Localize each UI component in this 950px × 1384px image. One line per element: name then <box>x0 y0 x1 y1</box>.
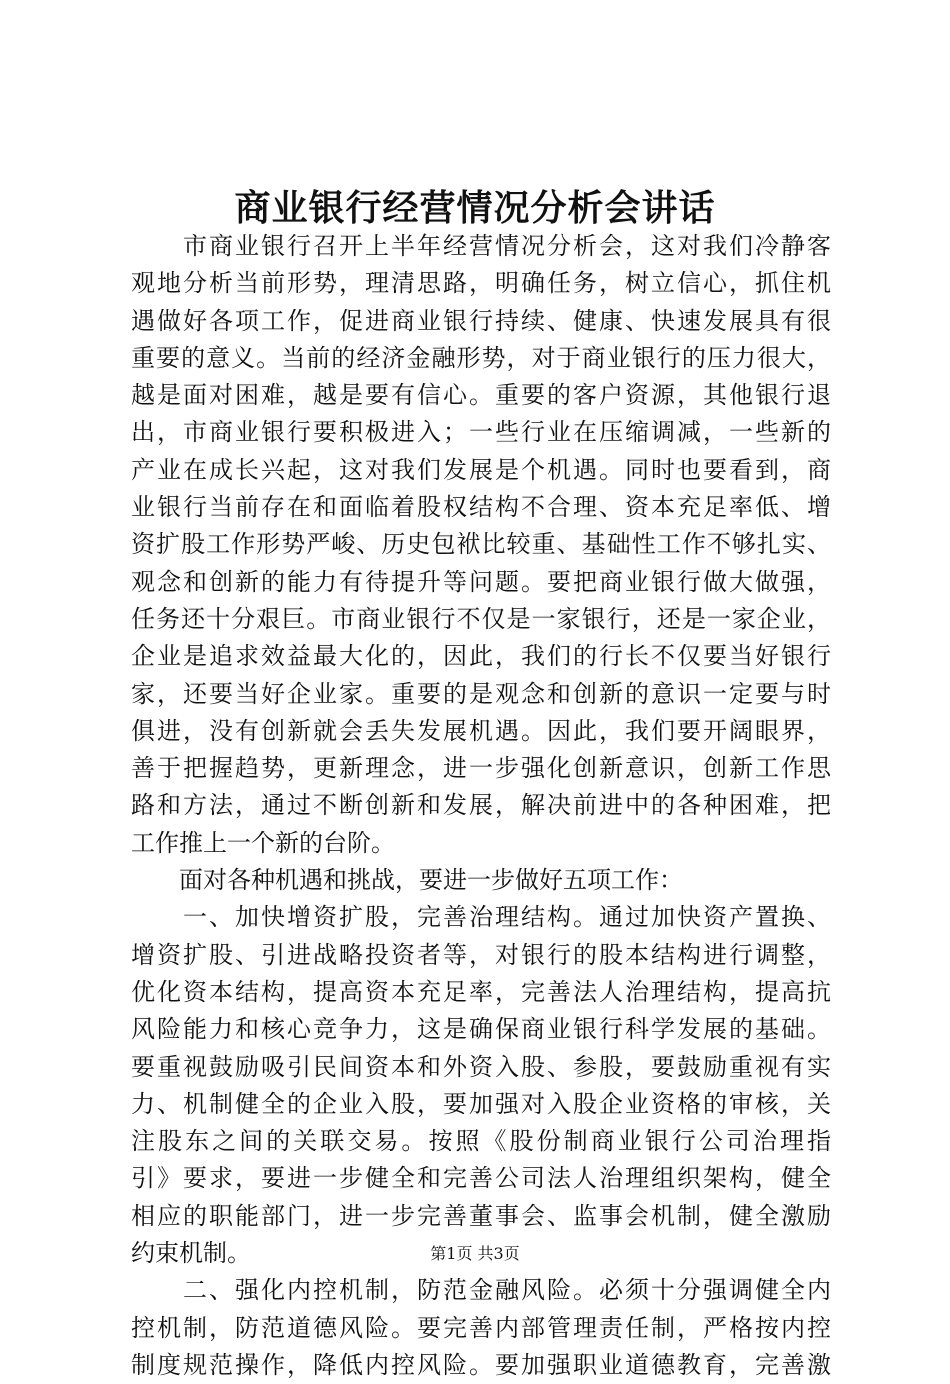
text-line: 二、强化内控机制，防范金融风险。必须十分强调健全内 <box>131 1276 831 1305</box>
text-line: 市商业银行召开上半年经营情况分析会，这对我们冷静客 <box>131 232 831 260</box>
text-line: 风险能力和核心竞争力，这是确保商业银行科学发展的基础。 <box>131 1015 831 1044</box>
text-line: 力、机制健全的企业入股，要加强对入股企业资格的审核，关 <box>131 1089 831 1118</box>
text-line: 面对各种机遇和挑战，要进一步做好五项工作： <box>131 866 683 895</box>
text-line: 俱进，没有创新就会丢失发展机遇。因此，我们要开阔眼界， <box>131 716 831 745</box>
text-line: 资扩股工作形势严峻、历史包袱比较重、基础性工作不够扎实、 <box>131 530 831 559</box>
text-line: 遇做好各项工作，促进商业银行持续、健康、快速发展具有很 <box>131 306 831 335</box>
text-line: 越是面对困难，越是要有信心。重要的客户资源，其他银行退 <box>131 381 831 410</box>
text-line: 家，还要当好企业家。重要的是观念和创新的意识一定要与时 <box>131 679 831 708</box>
text-line: 企业是追求效益最大化的，因此，我们的行长不仅要当好银行 <box>131 642 831 671</box>
text-line: 出，市商业银行要积极进入；一些行业在压缩调减，一些新的 <box>131 418 831 447</box>
text-line: 优化资本结构，提高资本充足率，完善法人治理结构，提高抗 <box>131 977 831 1006</box>
document-body <box>131 228 831 1384</box>
text-line: 相应的职能部门，进一步完善董事会、监事会机制，健全激励 <box>131 1201 831 1230</box>
text-line: 约束机制。 <box>131 1239 251 1268</box>
text-line: 一、加快增资扩股，完善治理结构。通过加快资产置换、 <box>131 903 831 932</box>
text-line: 注股东之间的关联交易。按照《股份制商业银行公司治理指 <box>131 1127 831 1156</box>
text-line: 重要的意义。当前的经济金融形势，对于商业银行的压力很大， <box>131 343 831 372</box>
text-line: 控机制，防范道德风险。要完善内部管理责任制，严格按内控 <box>131 1313 831 1342</box>
text-line: 制度规范操作，降低内控风险。要加强职业道德教育，完善激 <box>131 1350 831 1379</box>
text-line: 观地分析当前形势，理清思路，明确任务，树立信心，抓住机 <box>131 269 831 298</box>
text-line: 路和方法，通过不断创新和发展，解决前进中的各种困难，把 <box>131 791 831 820</box>
text-line: 业银行当前存在和面临着股权结构不合理、资本充足率低、增 <box>131 493 831 522</box>
text-line: 工作推上一个新的台阶。 <box>131 828 395 857</box>
document-title: 商业银行经营情况分析会讲话 <box>234 187 716 229</box>
text-line: 增资扩股、引进战略投资者等，对银行的股本结构进行调整， <box>131 940 831 969</box>
text-line: 任务还十分艰巨。市商业银行不仅是一家银行，还是一家企业， <box>131 604 831 633</box>
page-indicator: 第1页 共3页 <box>430 1244 520 1263</box>
text-line: 产业在成长兴起，这对我们发展是个机遇。同时也要看到，商 <box>131 455 831 484</box>
text-line: 引》要求，要进一步健全和完善公司法人治理组织架构，健全 <box>131 1164 831 1193</box>
text-line: 善于把握趋势，更新理念，进一步强化创新意识，创新工作思 <box>131 754 831 783</box>
text-line: 观念和创新的能力有待提升等问题。要把商业银行做大做强， <box>131 567 831 596</box>
text-line: 要重视鼓励吸引民间资本和外资入股、参股，要鼓励重视有实 <box>131 1052 831 1081</box>
